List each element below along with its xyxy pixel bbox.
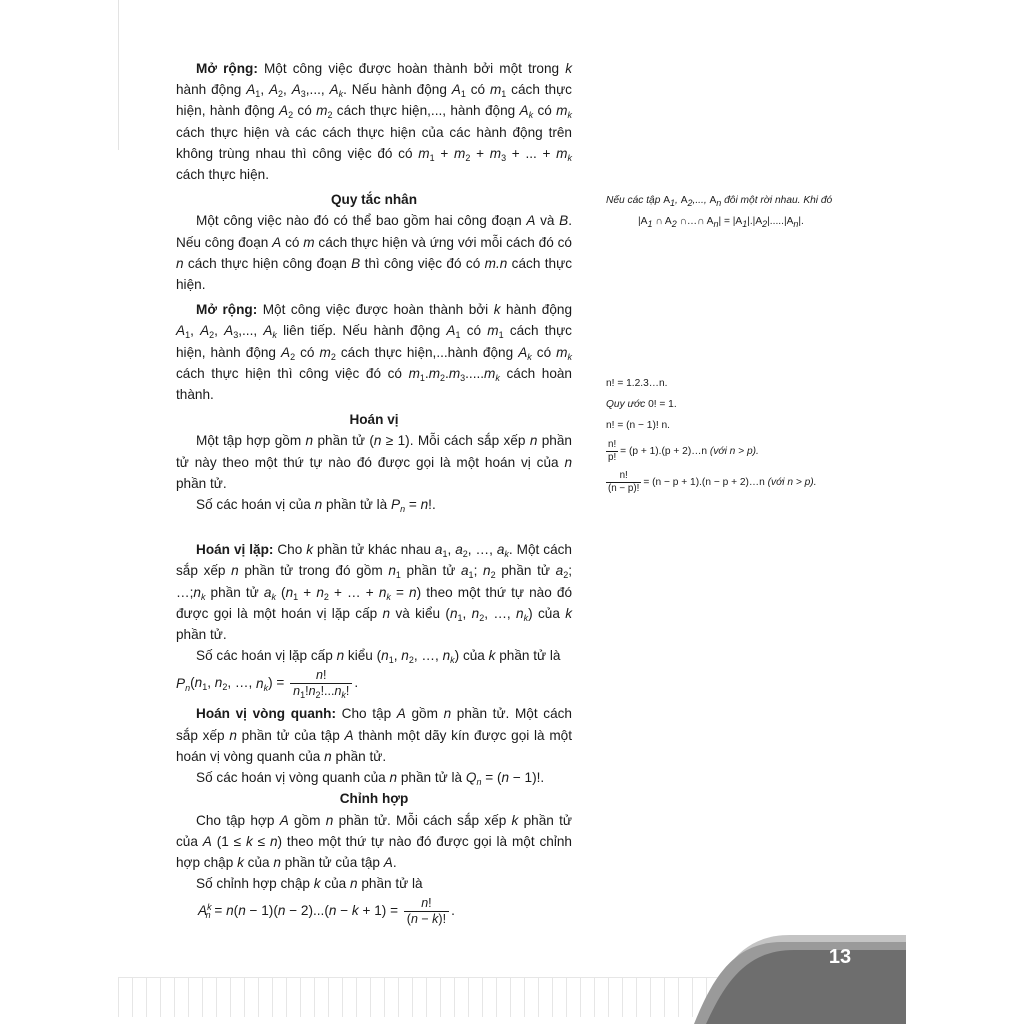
side-formula-factorial: n! = 1.2.3…n. bbox=[606, 378, 668, 389]
formula-repeated-permutation: $P_n(n_1$, $n_2$, …, $n_k$) = $\frac{n!}{n_1!n_2!...n_k!}$ . bbox=[176, 668, 359, 701]
paragraph-arrangement-count: Số chỉnh hợp chập k của n phần tử là bbox=[196, 876, 423, 892]
page-number: 13 bbox=[828, 946, 852, 968]
side-formula-convention: Quy ước 0! = 1. bbox=[606, 399, 677, 410]
paragraph-repeated-permutation: Hoán vị lặp: Cho k phần tử khác nhau $a_1$, $a_2$, …, $a_k$. Một cách sắp xếp n phần tử trong đó gồm $n_1$ phần tử $a_1$; $n_2$ phần tử $a_2$; $\dots;n_k$ phần tử $a_k$ ($n_1 + n_2$ + … + $n_k = n$) theo một thứ tự nào đó được gọi là một hoán vị lặp cấp n và kiểu ($n_1$, $n_2$, …, $n_k$) của k phần tử. bbox=[176, 542, 573, 643]
page-edge-line bbox=[118, 0, 119, 150]
paragraph-arrangement-definition: Cho tập hợp A gồm n phần tử. Mỗi cách sắp xếp k phần tử của A (1 ≤ k ≤ n) theo một thứ tự nào đó được gọi là một chỉnh hợp chập k của n phần tử của tập A. bbox=[176, 812, 572, 870]
paragraph-extension-multiplication: Mở rộng: Một công việc được hoàn thành bởi k hành động $A_1$, $A_2$, $A_3$,..., $A_k$ liên tiếp. Nếu hành động $A_1$ có $m_1$ cách thực hiện, hành động $A_2$ có $m_2$ cách thực hiện,...hành động $A_k$ có $m_k$ cách thực hiện thì công việc đó có $m_1.m_2.m_3.....m_k$ cách hoàn thành. bbox=[176, 302, 573, 403]
label-extension-2: Mở rộng: bbox=[196, 302, 258, 318]
paragraph-permutation-count: Số các hoán vị của n phần tử là $P_n = n$!. bbox=[196, 497, 436, 515]
main-column bbox=[176, 58, 572, 927]
heading-permutation: Hoán vị bbox=[349, 412, 399, 428]
side-formula-recursive: n! = (n − 1)! n. bbox=[606, 420, 670, 431]
paragraph-permutation-definition: Một tập hợp gồm n phần tử (n ≥ 1). Mỗi cách sắp xếp n phần tử này theo một thứ tự nào đó được gọi là một hoán vị của n phần tử. bbox=[176, 433, 572, 491]
side-note-disjoint-formula: $|A_1$ ∩ $A_2$ ∩…∩ $A_n| = |A_1|.|A_2|.....|A_n|$. bbox=[638, 216, 804, 229]
page-corner-decoration bbox=[660, 930, 906, 1024]
side-note-disjoint-text: Nếu các tập $A_1$, $A_2$,..., $A_n$ đôi một rời nhau. Khi đó bbox=[606, 195, 833, 208]
paragraph-circular-permutation-count: Số các hoán vị vòng quanh của n phần tử là $Q_n = (n - 1)$!. bbox=[196, 770, 545, 788]
paragraph-repeated-permutation-count: Số các hoán vị lặp cấp n kiểu ($n_1$, $n_2$, …, $n_k$) của k phần tử là bbox=[196, 648, 561, 666]
label-repeated-permutation: Hoán vị lặp: bbox=[196, 542, 274, 558]
paragraph-circular-permutation: Hoán vị vòng quanh: Cho tập A gồm n phần tử. Một cách sắp xếp n phần tử của tập A thành một dãy kín được gọi là một hoán vị vòng quanh của n phần tử. bbox=[176, 706, 573, 764]
label-extension: Mở rộng: bbox=[196, 61, 258, 76]
paragraph-extension-addition: Mở rộng: Một công việc được hoàn thành bởi một trong k hành động $A_1$, $A_2$, $A_3$,..., $A_k$. Nếu hành động $A_1$ có $m_1$ cách thực hiện, hành động $A_2$ có $m_2$ cách thực hiện,..., hành động $A_k$ có $m_k$ cách thực hiện và các cách thực hiện của các hành động trên không trùng nhau thì công việc đó có $m_1 + m_2 + m_3$ + ... + $m_k$ cách thực hiện. bbox=[176, 61, 572, 183]
label-circular-permutation: Hoán vị vòng quanh: bbox=[196, 706, 337, 722]
paragraph-multiplication-rule: Một công việc nào đó có thể bao gồm hai công đoạn A và B. Nếu công đoạn A có m cách thực hiện và ứng với mỗi cách đó có n cách thực hiện công đoạn B thì công việc đó có m.n cách thực hiện. bbox=[176, 213, 572, 293]
formula-arrangement: $A^k_n = n(n - 1)(n - 2)...(n - k + 1)$ = $\frac{n!}{(n - k)!}$ . bbox=[198, 896, 455, 927]
heading-multiplication-rule: Quy tắc nhân bbox=[330, 192, 418, 208]
side-formula-ratio-n-p: $\frac{n!}{(n - p)!}$ = (n − p + 1).(n − p + 2)…n (với n > p). bbox=[608, 470, 817, 494]
side-formula-ratio-p: $\frac{n!}{p!}$ = (p + 1).(p + 2)…n (với n > p). bbox=[608, 439, 759, 463]
side-note-factorials bbox=[606, 376, 866, 501]
heading-arrangement: Chỉnh hợp bbox=[339, 791, 409, 807]
side-note-disjoint-sets bbox=[606, 193, 876, 235]
